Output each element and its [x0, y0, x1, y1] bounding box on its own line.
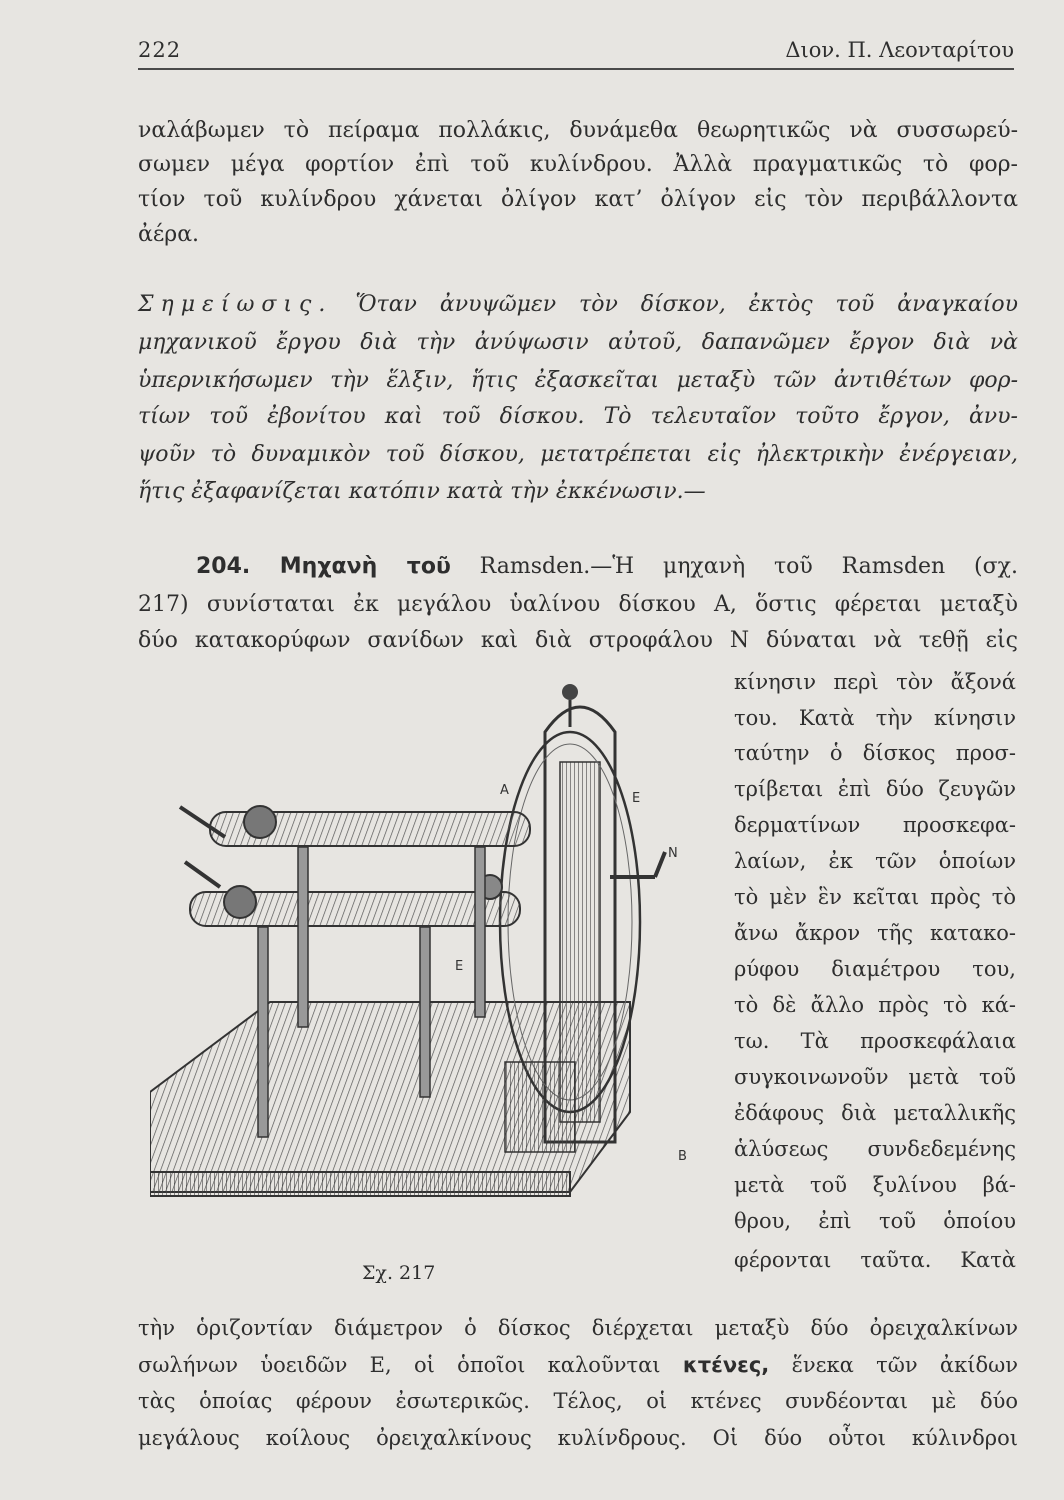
side-line: του. Κατὰ τὴν κίνησιν [734, 706, 1016, 730]
side-line: μετὰ τοῦ ξυλίνου βά- [734, 1173, 1016, 1197]
leg-1 [258, 927, 268, 1137]
side-line: τω. Τὰ προσκεφάλαια [734, 1029, 1016, 1053]
running-head: Διον. Π. Λεονταρίτου [785, 38, 1014, 62]
text-line: τὰς ὁποίας φέρουν ἐσωτερικῶς. Τέλος, οἱ κτένες συνδέονται μὲ δύο [138, 1389, 1018, 1413]
upper-ball [244, 806, 276, 838]
side-line: συγκοινωνοῦν μετὰ τοῦ [734, 1065, 1016, 1089]
text-line: τὴν ὁριζοντίαν διάμετρον ὁ δίσκος διέρχεται μεταξὺ δύο ὀρειχαλκίνων [138, 1316, 1018, 1340]
note-line: ψοῦν τὸ δυναμικὸν τοῦ δίσκου, μετατρέπεται εἰς ἠλεκτρικὴν ἐνέργειαν, [138, 442, 1018, 467]
text-line: μεγάλους κοίλους ὀρειχαλκίνους κυλίνδρους. Οἱ δύο οὗτοι κύλινδροι [138, 1426, 1018, 1450]
note-first-line [138, 290, 1018, 320]
text-span: σωλήνων ὑοειδῶν Ε, οἱ ὁποῖοι καλοῦνται [138, 1353, 661, 1377]
side-line: τὸ δὲ ἄλλο πρὸς τὸ κά- [734, 993, 1016, 1017]
leg-4 [475, 847, 485, 1017]
text-line: σωμεν μέγα φορτίον ἐπὶ τοῦ κυλίνδρου. Ἀλλὰ πραγματικῶς τὸ φορ- [138, 152, 1018, 177]
note-heading: Σημείωσις. [138, 292, 333, 317]
section-title-name: Ramsden. [479, 554, 591, 579]
note-line: μηχανικοῦ ἔργου διὰ τὴν ἀνύψωσιν αὐτοῦ, δαπανῶμεν ἔργον διὰ νὰ [138, 330, 1018, 355]
side-line: κίνησιν περὶ τὸν ἄξονά [734, 670, 1016, 694]
leg-2 [298, 847, 308, 1027]
section-heading-line [196, 552, 1018, 582]
figure-caption: Σχ. 217 [362, 1262, 436, 1284]
text-line [138, 1350, 1018, 1380]
page-number: 222 [138, 38, 182, 62]
crank-handle [655, 852, 665, 877]
side-line: ταύτην ὁ δίσκος προσ- [734, 741, 1016, 765]
bold-term: κτένες, [682, 1353, 770, 1377]
column-block [505, 1062, 575, 1152]
top-knob [562, 684, 578, 700]
side-line: τὸ μὲν ἓν κεῖται πρὸς τὸ [734, 885, 1016, 909]
side-line: θρου, ἐπὶ τοῦ ὁποίου [734, 1209, 1016, 1233]
figure-label-n: N [668, 846, 678, 861]
base-edge [150, 1172, 570, 1196]
note-line: ἥτις ἐξαφανίζεται κατόπιν κατὰ τὴν ἐκκένωσιν.— [138, 479, 706, 504]
side-line: φέρονται ταῦτα. Κατὰ [734, 1248, 1016, 1272]
side-line: δερματίνων προσκεφα- [734, 813, 1016, 837]
ramsden-machine-figure [150, 672, 710, 1212]
note-line: ὑπερνικήσωμεν τὴν ἕλξιν, ἥτις ἐξασκεῖται μεταξὺ τῶν ἀντιθέτων φορ- [138, 368, 1018, 393]
side-line: λαίων, ἐκ τῶν ὁποίων [734, 849, 1016, 873]
side-line: τρίβεται ἐπὶ δύο ζευγῶν [734, 777, 1016, 801]
figure-label-e-right: E [632, 791, 641, 806]
note-text: Ὅταν ἀνυψῶμεν τὸν δίσκον, ἐκτὸς τοῦ ἀναγκαίου [355, 292, 1018, 317]
text-line: δύο κατακορύφων σανίδων καὶ διὰ στροφάλου Ν δύναται νὰ τεθῇ εἰς [138, 628, 1018, 653]
text-line: 217) συνίσταται ἐκ μεγάλου ὑαλίνου δίσκου Α, ὅστις φέρεται μεταξὺ [138, 592, 1018, 617]
figure-label-e-lower: E [455, 959, 464, 974]
text-span: ἕνεκα τῶν ἀκίδων [791, 1353, 1018, 1377]
note-line: τίων τοῦ ἐβονίτου καὶ τοῦ δίσκου. Τὸ τελευταῖον τοῦτο ἔργον, ἀνυ- [138, 404, 1018, 429]
side-line: ἁλύσεως συνδεδεμένης [734, 1137, 1016, 1161]
side-line: ρύφου διαμέτρου του, [734, 957, 1016, 981]
section-text: —Ἡ μηχανὴ τοῦ Ramsden (σχ. [590, 554, 1018, 579]
leg-3 [420, 927, 430, 1097]
text-line: ναλάβωμεν τὸ πείραμα πολλάκις, δυνάμεθα θεωρητικῶς νὰ συσσωρεύ- [138, 118, 1018, 143]
side-line: ἄνω ἄκρον τῆς κατακο- [734, 921, 1016, 945]
section-title: 204. Μηχανὴ τοῦ [196, 554, 451, 579]
lower-ball [224, 886, 256, 918]
side-line: ἐδάφους διὰ μεταλλικῆς [734, 1101, 1016, 1125]
header-rule [138, 68, 1014, 70]
figure-label-b: B [678, 1149, 687, 1164]
text-line: τίον τοῦ κυλίνδρου χάνεται ὀλίγον κατ’ ὀλίγον εἰς τὸν περιβάλλοντα [138, 187, 1018, 212]
left-rod-2 [185, 862, 220, 887]
figure-label-a: A [500, 783, 509, 798]
text-line: ἀέρα. [138, 222, 200, 247]
